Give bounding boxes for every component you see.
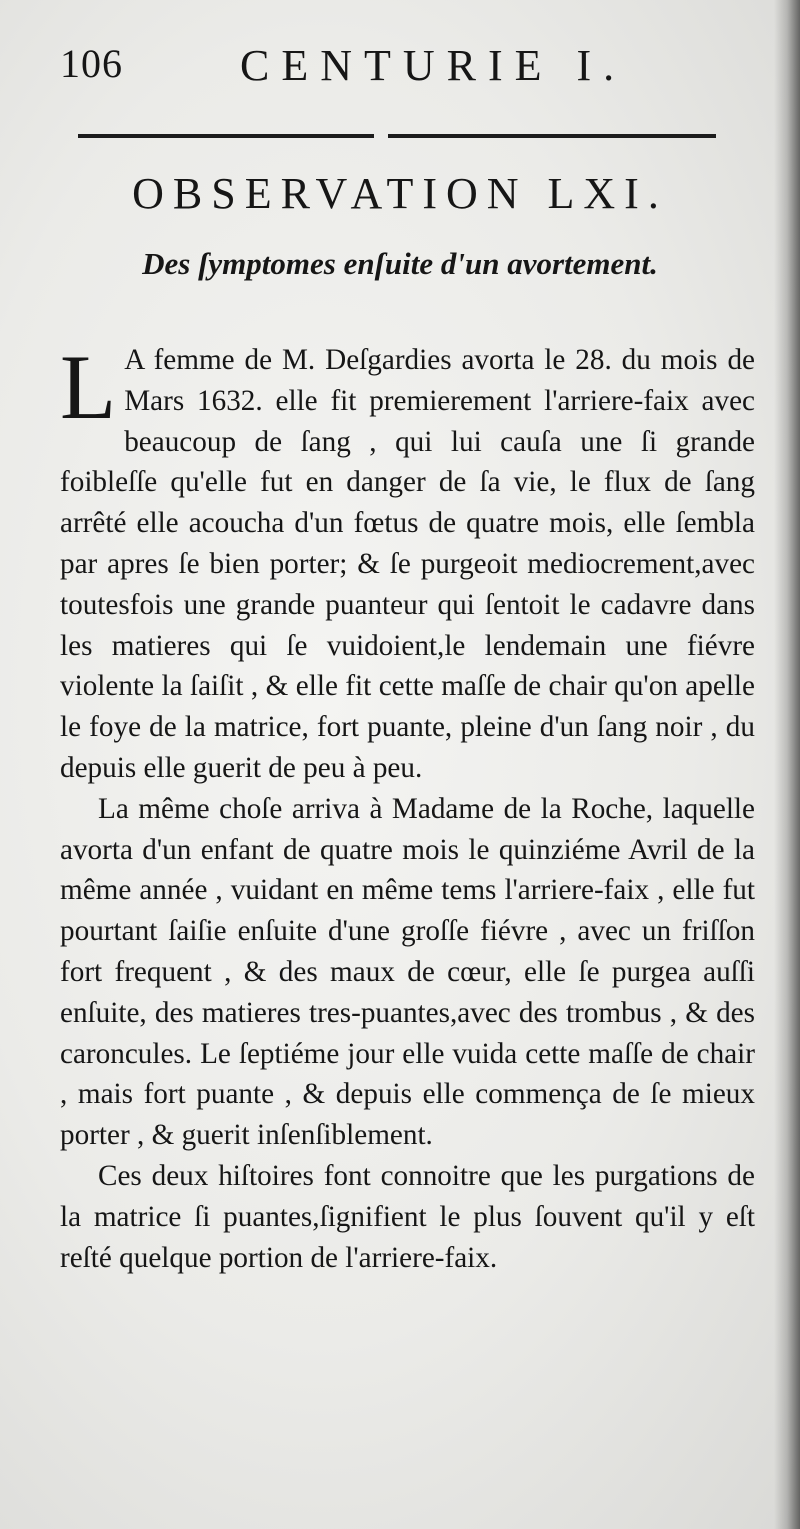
observation-title: OBSERVATION LXI. — [132, 169, 668, 218]
paragraph-2: La même choſe arriva à Madame de la Roche, laquelle avorta d'un enfant de quatre mois le quinziéme Avril de la même année , vuidant en même tems l'arriere-faix , elle fut pourtant ſaiſie enſuite d'une groſſe fiévre , avec un friſſon fort frequent , & des maux de cœur, elle ſe purgea auſſi enſuite, des matieres tres-puantes,avec des trombus , & des caroncules. Le ſeptiéme jour elle vuida cette maſſe de chair , mais fort puante , & depuis elle commença de ſe mieux porter , & guerit inſenſiblement. — [60, 792, 755, 1152]
body-text — [60, 336, 755, 1278]
page-gutter-shadow — [774, 0, 800, 1529]
page-header — [60, 40, 700, 100]
header-rule-right — [388, 134, 716, 138]
observation-subtitle: Des ſymptomes enſuite d'un avortement. — [142, 246, 658, 281]
page-number: 106 — [60, 41, 123, 86]
header-rule-left — [78, 134, 374, 138]
running-head: CENTURIE I. — [240, 41, 627, 90]
drop-cap: L — [60, 336, 117, 438]
paragraph-1-text: A femme de M. Deſgardies avorta le 28. du mois de Mars 1632. elle fit premierement l'arriere-faix avec beaucoup de ſang , qui lui cauſa une ſi grande foibleſſe qu'elle fut en danger de ſa vie, le flux de ſang arrêté elle acoucha d'un fœtus de quatre mois, elle ſembla par apres ſe bien porter; & ſe purgeoit mediocrement,avec toutesfois une grande puanteur qui ſentoit le cadavre dans les matieres qui ſe vuidoient,le lendemain une fiévre violente la ſaiſit , & elle fit cette maſſe de chair qu'on apelle le foye de la matrice, fort puante, pleine d'un ſang noir , du depuis elle guerit de peu à peu. — [60, 344, 755, 784]
paragraph-1 — [60, 336, 755, 789]
paragraph-3: Ces deux hiſtoires font connoitre que les purgations de la matrice ſi puantes,ſignifient le plus ſouvent qu'il y eſt reſté quelque portion de l'arriere-faix. — [60, 1159, 755, 1274]
